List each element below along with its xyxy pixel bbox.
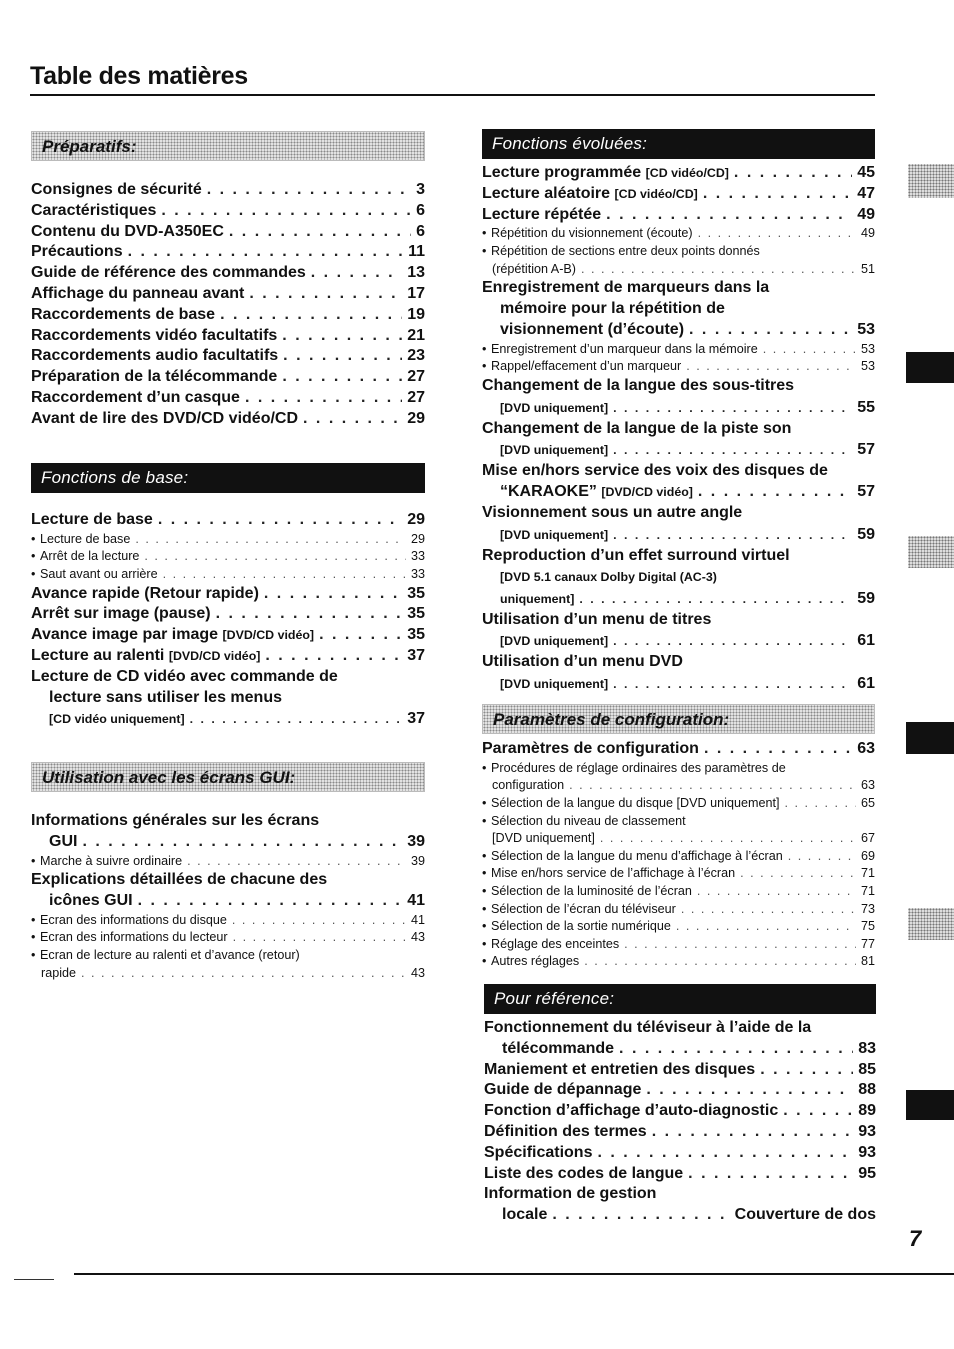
toc-entry[interactable]: Définition des termes . . . 93 <box>484 1122 876 1143</box>
toc-entry-line[interactable]: Visionnement sous un autre angle <box>482 503 743 521</box>
toc-entry-line[interactable]: Informations générales sur les écrans <box>31 812 320 829</box>
toc-entry[interactable]: Avance image par image [DVD/CD vidéo] . . . 35 <box>31 625 425 646</box>
title-rule <box>30 94 875 96</box>
toc-entry-line[interactable]: Lecture de CD vidéo avec commande de <box>31 667 338 685</box>
reference-list <box>484 1018 876 1226</box>
toc-entry[interactable]: Guide de dépannage . . . 88 <box>484 1080 876 1101</box>
toc-subentry[interactable]: • Sélection de la langue du disque [DVD uniquement] . . . 65 <box>482 795 875 813</box>
toc-entry[interactable]: [DVD uniquement] . . . 59 <box>482 524 875 546</box>
edge-tab-black <box>906 1090 954 1120</box>
toc-subentry[interactable]: • Autres réglages . . . 81 <box>482 953 875 971</box>
section-reference <box>484 984 876 1226</box>
toc-subentry[interactable]: configuration . . . 63 <box>482 777 875 795</box>
toc-subentry-line[interactable]: • Sélection du niveau de classement <box>482 813 686 828</box>
toc-entry-line[interactable]: Information de gestion <box>484 1185 657 1203</box>
toc-entry-line[interactable]: Mise en/hors service des voix des disques de <box>482 462 828 480</box>
edge-tab-grey <box>908 908 954 940</box>
toc-subentry[interactable]: • Sélection de la sortie numérique . . . 75 <box>482 918 875 936</box>
toc-entry[interactable]: Maniement et entretien des disques . . . 85 <box>484 1060 876 1081</box>
section-heading-preparatifs: Préparatifs: <box>31 131 425 161</box>
toc-entry[interactable]: [DVD uniquement] . . . 57 <box>482 439 875 461</box>
section-heading-fonctions-base: Fonctions de base: <box>31 463 425 493</box>
toc-subentry[interactable]: • Rappel/effacement d’un marqueur . . . 53 <box>482 358 875 376</box>
toc-subentry[interactable]: [DVD uniquement] . . . 67 <box>482 830 875 848</box>
toc-subentry-line[interactable]: • Ecran de lecture au ralenti et d’avance (retour) <box>31 947 300 962</box>
toc-subentry[interactable]: • Ecran des informations du lecteur . . . 43 <box>31 929 425 947</box>
edge-tab-grey <box>908 536 954 568</box>
toc-subentry[interactable]: • Sélection de la luminosité de l’écran . . . 71 <box>482 883 875 901</box>
toc-entry[interactable]: Précautions . . . 11 <box>31 242 425 263</box>
toc-entry[interactable]: icônes GUI . . . 41 <box>31 891 425 912</box>
page-number: 7 <box>909 1226 922 1251</box>
toc-entry[interactable]: Lecture programmée [CD vidéo/CD] . . . 45 <box>482 163 875 184</box>
toc-subentry[interactable]: • Saut avant ou arrière . . . 33 <box>31 566 425 584</box>
toc-subentry[interactable]: • Lecture de base . . . 29 <box>31 531 425 549</box>
toc-entry-line[interactable]: Utilisation d’un menu DVD <box>482 653 683 671</box>
section-heading-gui: Utilisation avec les écrans GUI: <box>31 762 425 792</box>
toc-entry[interactable]: Fonction d’affichage d’auto-diagnostic . . . 89 <box>484 1101 876 1122</box>
toc-entry[interactable]: Guide de référence des commandes . . . 13 <box>31 263 425 284</box>
toc-entry[interactable]: [DVD uniquement] . . . 61 <box>482 673 875 695</box>
section-preparatifs <box>31 131 425 430</box>
toc-entry[interactable]: Raccordements vidéo facultatifs . . . 21 <box>31 326 425 347</box>
toc-subentry[interactable]: (répétition A-B) . . . 51 <box>482 261 875 279</box>
toc-entry[interactable]: Raccordements de base . . . 19 <box>31 305 425 326</box>
toc-subentry[interactable]: • Sélection de la langue du menu d’affichage à l’écran . . . 69 <box>482 848 875 866</box>
toc-entry-line[interactable]: Explications détaillées de chacune des <box>31 871 328 889</box>
toc-entry[interactable]: [CD vidéo uniquement] . . . 37 <box>31 708 425 730</box>
edge-tab-black <box>906 722 954 754</box>
toc-entry[interactable]: Lecture au ralenti [DVD/CD vidéo] . . . 37 <box>31 646 425 667</box>
toc-entry-line[interactable]: Changement de la langue de la piste son <box>482 419 792 437</box>
section-gui <box>31 762 425 982</box>
toc-entry[interactable]: Avance rapide (Retour rapide) . . . 35 <box>31 584 425 605</box>
section-fonctions-base <box>31 463 425 730</box>
toc-entry[interactable]: visionnement (d’écoute) . . . 53 <box>482 320 875 341</box>
toc-subentry[interactable]: • Marche à suivre ordinaire . . . 39 <box>31 853 425 871</box>
toc-subentry[interactable]: • Enregistrement d’un marqueur dans la mémoire . . . 53 <box>482 341 875 359</box>
section-heading-reference: Pour référence: <box>484 984 876 1014</box>
edge-tab-black <box>906 352 954 383</box>
toc-entry[interactable]: [DVD uniquement] . . . 61 <box>482 630 875 652</box>
toc-subentry[interactable]: rapide . . . 43 <box>31 965 425 983</box>
toc-entry[interactable]: locale . . . Couverture de dos <box>484 1205 876 1226</box>
config-list <box>482 739 875 971</box>
toc-entry[interactable]: uniquement] . . . 59 <box>482 588 875 610</box>
toc-entry-line[interactable]: Changement de la langue des sous-titres <box>482 376 795 394</box>
toc-entry[interactable]: [DVD uniquement] . . . 55 <box>482 397 875 419</box>
toc-entry[interactable]: Paramètres de configuration . . . 63 <box>482 739 875 760</box>
toc-entry[interactable]: GUI . . . 39 <box>31 832 425 853</box>
toc-entry[interactable]: Lecture répétée . . . 49 <box>482 205 875 226</box>
toc-entry[interactable]: Spécifications . . . 93 <box>484 1143 876 1164</box>
toc-entry-line[interactable]: Fonctionnement du téléviseur à l’aide de la <box>484 1019 812 1036</box>
section-heading-fonctions-evoluees: Fonctions évoluées: <box>482 129 875 159</box>
toc-subentry-line[interactable]: • Procédures de réglage ordinaires des paramètres de <box>482 760 786 775</box>
toc-entry-line[interactable]: Enregistrement de marqueurs dans la <box>482 279 770 297</box>
toc-entry[interactable]: Avant de lire des DVD/CD vidéo/CD . . . 29 <box>31 409 425 430</box>
toc-entry[interactable]: Préparation de la télécommande . . . 27 <box>31 367 425 388</box>
toc-entry[interactable]: Arrêt sur image (pause) . . . 35 <box>31 604 425 625</box>
toc-subentry[interactable]: • Ecran des informations du disque . . . 41 <box>31 912 425 930</box>
fonctions-evoluees-list <box>482 163 875 695</box>
preparatifs-list <box>31 180 425 430</box>
toc-entry-line[interactable]: [DVD 5.1 canaux Dolby Digital (AC-3) <box>500 569 717 584</box>
toc-entry[interactable]: Liste des codes de langue . . . 95 <box>484 1164 876 1185</box>
toc-entry-line[interactable]: mémoire pour la répétition de <box>500 299 725 317</box>
toc-entry[interactable]: Affichage du panneau avant . . . 17 <box>31 284 425 305</box>
toc-entry[interactable]: Contenu du DVD-A350EC . . . 6 <box>31 222 425 243</box>
section-heading-config: Paramètres de configuration: <box>482 704 875 734</box>
toc-entry[interactable]: Raccordements audio facultatifs . . . 23 <box>31 346 425 367</box>
toc-entry[interactable]: télécommande . . . 83 <box>484 1039 876 1060</box>
toc-subentry[interactable]: • Répétition du visionnement (écoute) . . . 49 <box>482 225 875 243</box>
toc-entry-line[interactable]: Utilisation d’un menu de titres <box>482 610 712 628</box>
toc-entry[interactable]: Lecture aléatoire [CD vidéo/CD] . . . 47 <box>482 184 875 205</box>
toc-subentry[interactable]: • Sélection de l’écran du téléviseur . . . 73 <box>482 901 875 919</box>
toc-subentry-line[interactable]: • Répétition de sections entre deux points donnés <box>482 243 760 258</box>
toc-entry[interactable]: Caractéristiques . . . 6 <box>31 201 425 222</box>
toc-subentry[interactable]: • Arrêt de la lecture . . . 33 <box>31 548 425 566</box>
toc-entry[interactable]: Consignes de sécurité . . . 3 <box>31 180 425 201</box>
toc-entry[interactable]: Raccordement d’un casque . . . 27 <box>31 388 425 409</box>
toc-subentry[interactable]: • Réglage des enceintes . . . 77 <box>482 936 875 954</box>
footer-rule <box>14 1279 54 1280</box>
footer-rule <box>74 1273 954 1275</box>
edge-tab-grey <box>908 164 954 198</box>
toc-entry[interactable]: “KARAOKE” [DVD/CD vidéo] . . . 57 <box>482 482 875 503</box>
page-title: Table des matières <box>30 62 248 90</box>
section-fonctions-evoluees <box>482 129 875 695</box>
fonctions-base-list <box>31 510 425 730</box>
toc-entry-line[interactable]: lecture sans utiliser les menus <box>49 688 282 706</box>
toc-entry[interactable]: Lecture de base . . . 29 <box>31 510 425 531</box>
section-config <box>482 704 875 971</box>
toc-entry-line[interactable]: Reproduction d’un effet surround virtuel <box>482 546 790 564</box>
toc-subentry[interactable]: • Mise en/hors service de l’affichage à l’écran . . . 71 <box>482 865 875 883</box>
gui-list <box>31 811 425 982</box>
